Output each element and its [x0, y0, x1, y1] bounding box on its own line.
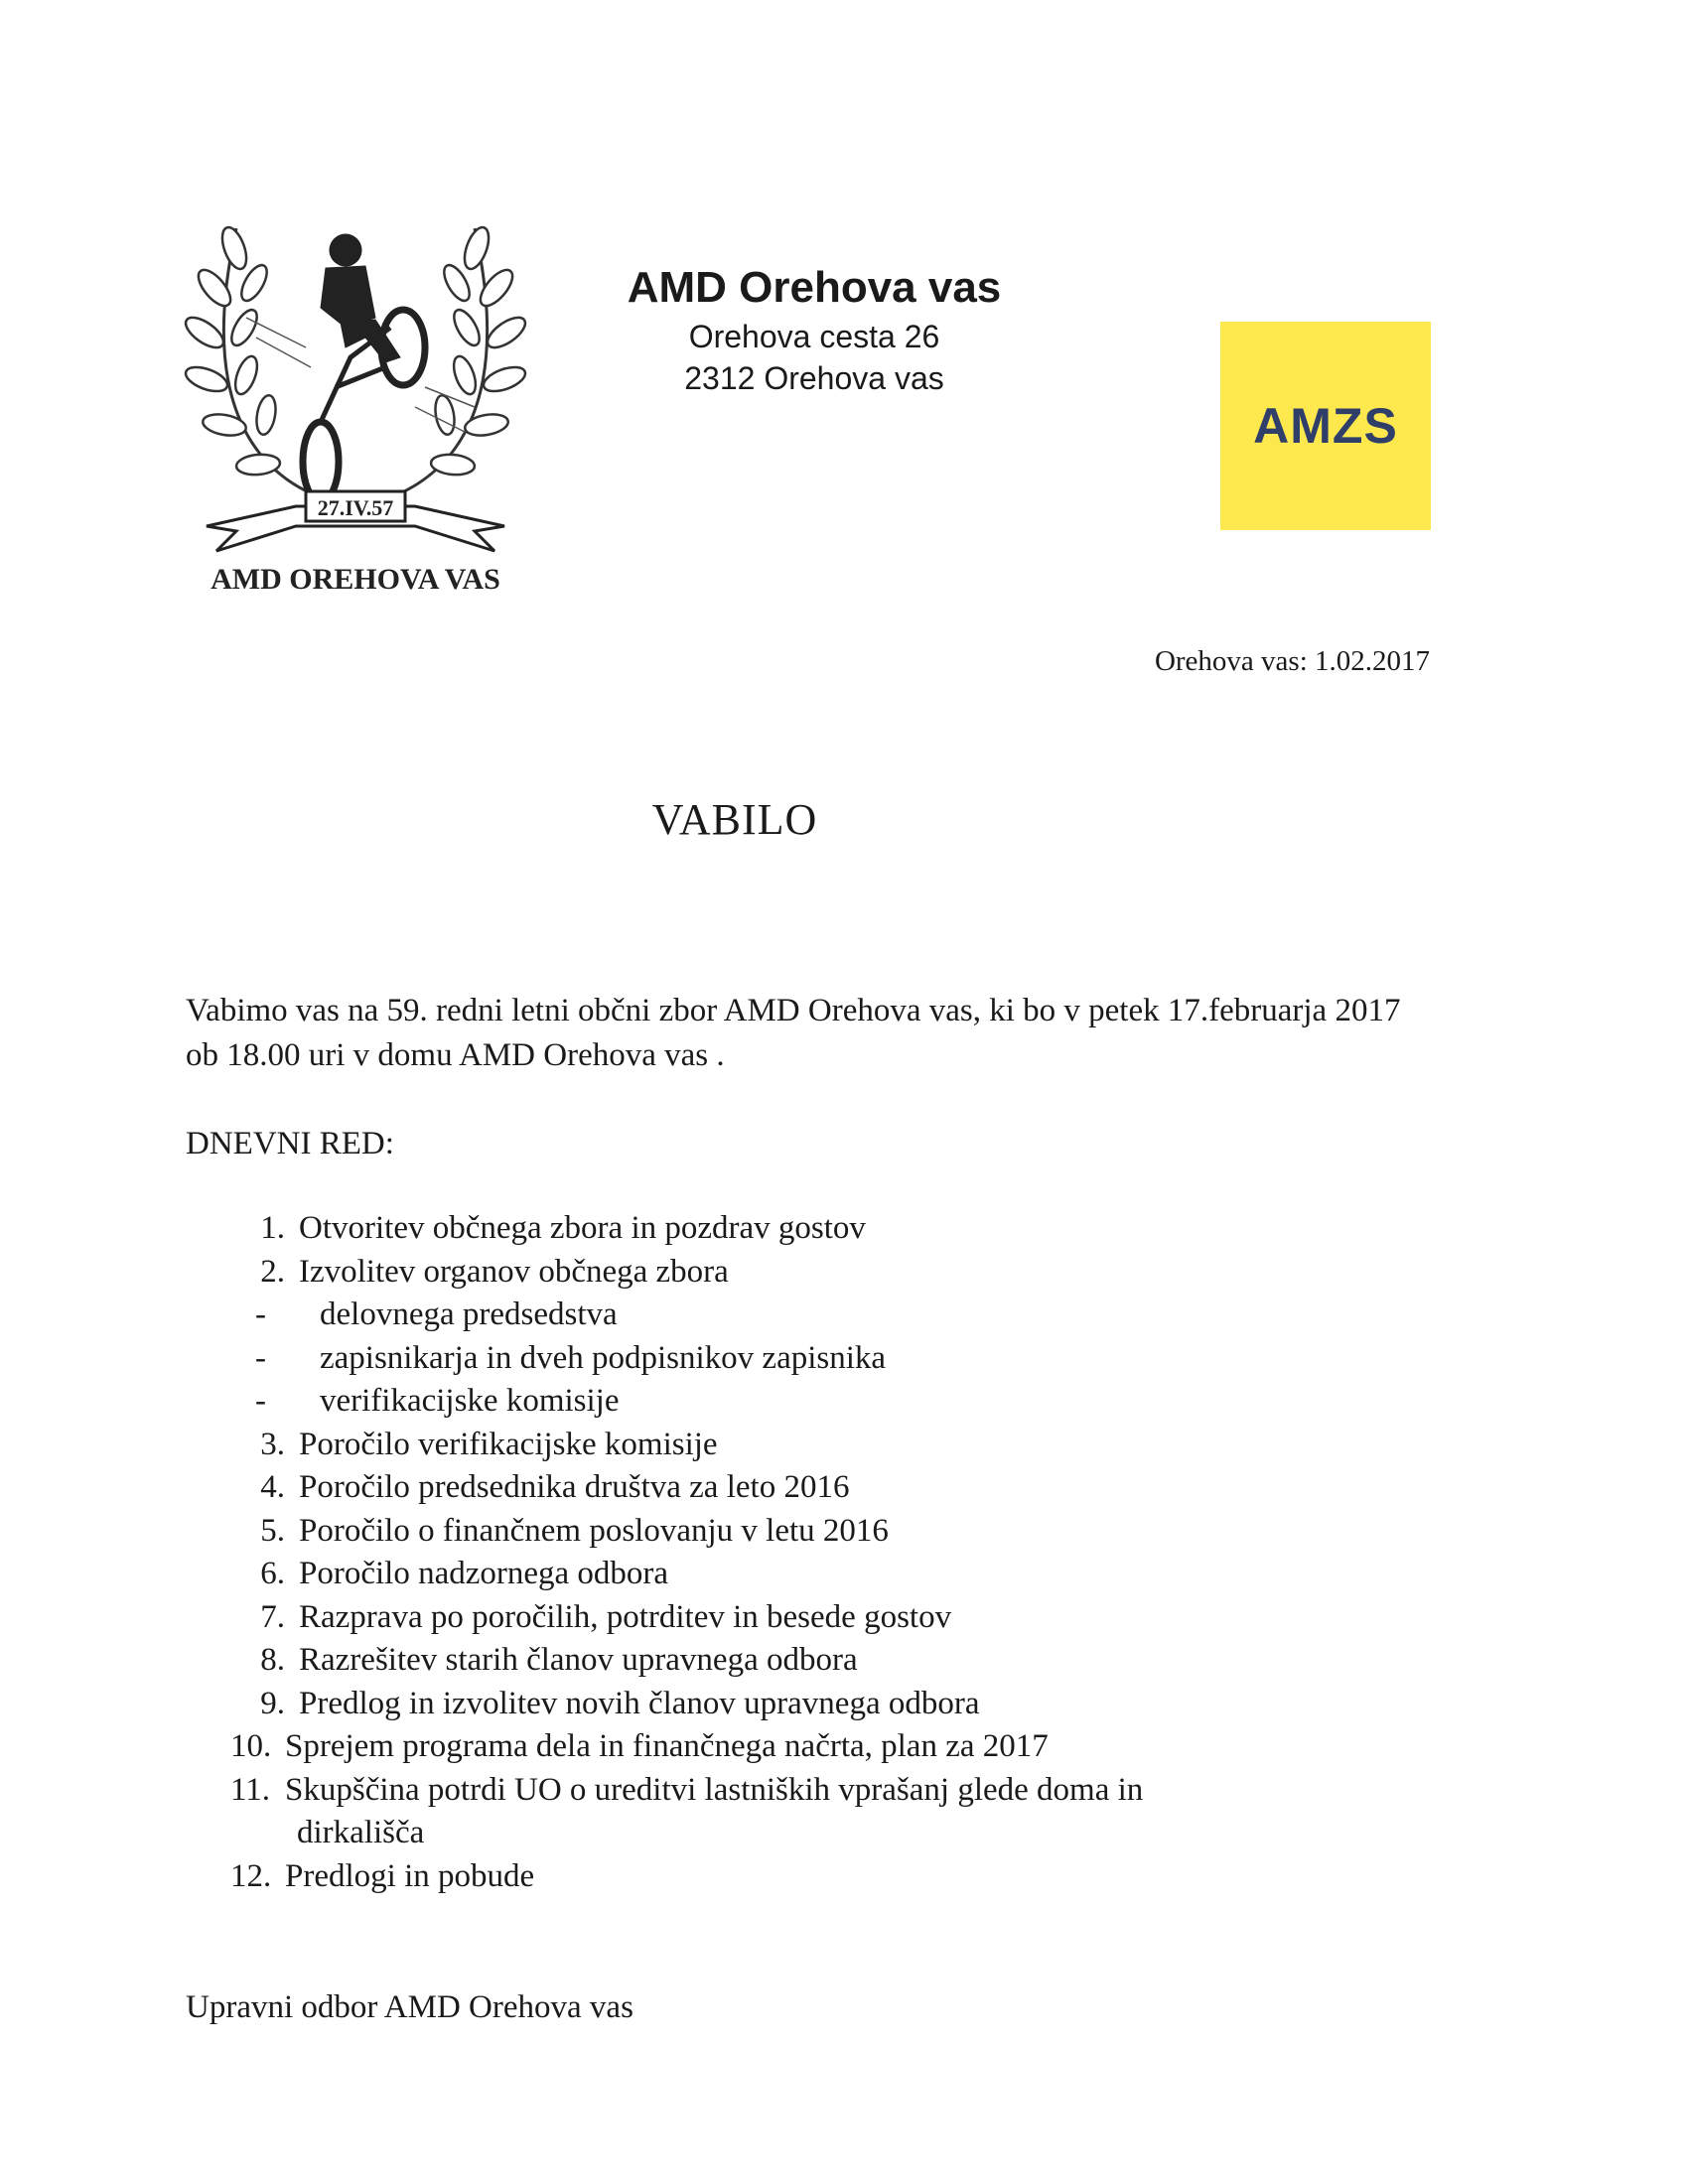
agenda-subitem-text: delovnega predsedstva: [320, 1297, 618, 1332]
document-title: VABILO: [651, 795, 818, 844]
club-logo: [177, 208, 534, 601]
agenda-item-text: Otvoritev občnega zbora in pozdrav gostov: [299, 1210, 866, 1246]
date-line: Orehova vas: 1.02.2017: [1154, 645, 1430, 677]
agenda-list: [230, 1207, 1422, 1898]
agenda-subitem-dash: -: [255, 1383, 266, 1419]
agenda-item: [230, 1639, 1422, 1683]
address-line-1: Orehova cesta 26: [688, 319, 940, 354]
agenda-subitem-dash: -: [255, 1339, 266, 1376]
logo-badge-date: 27.IV.57: [317, 495, 394, 520]
agenda-item: [230, 1683, 1422, 1726]
agenda-item: [230, 1596, 1422, 1640]
agenda-item: [230, 1424, 1422, 1467]
agenda-item-text: Izvolitev organov občnega zbora: [299, 1253, 729, 1290]
agenda-item-continuation: [230, 1812, 1422, 1855]
agenda-item-text: Predlog in izvolitev novih članov upravnega odbora: [299, 1685, 980, 1721]
agenda-item: [230, 1510, 1422, 1554]
agenda-item-text: Predlogi in pobude: [285, 1857, 535, 1894]
agenda-item-number: 11.: [230, 1771, 271, 1808]
motorcycle-wreath-emblem: [177, 208, 534, 601]
agenda-subitem: [230, 1380, 1422, 1424]
logo-caption: AMD OREHOVA VAS: [211, 563, 500, 596]
signature: Upravni odbor AMD Orehova vas: [186, 1989, 633, 2025]
agenda-item-number: 9.: [260, 1685, 285, 1721]
agenda-item-number: 6.: [260, 1556, 285, 1591]
agenda-item-text: Poročilo nadzornega odbora: [299, 1556, 669, 1591]
organization-header: [556, 260, 1072, 399]
agenda-subitem-text: verifikacijske komisije: [320, 1383, 620, 1419]
agenda-item: [230, 1207, 1422, 1251]
agenda-subitem: [230, 1337, 1422, 1381]
agenda-subitem-text: zapisnikarja in dveh podpisnikov zapisnika: [320, 1339, 887, 1376]
agenda-item-text: Razprava po poročilih, potrditev in besede gostov: [299, 1598, 952, 1635]
agenda-item: [230, 1725, 1422, 1769]
org-name: AMD Orehova vas: [627, 263, 1002, 312]
amzs-logo-text: AMZS: [1253, 398, 1398, 454]
agenda-item-number: 5.: [260, 1512, 285, 1549]
agenda-item-text: Razrešitev starih članov upravnega odbora: [299, 1642, 858, 1678]
address-line-2: 2312 Orehova vas: [684, 360, 944, 396]
agenda-item-text: Poročilo o finančnem poslovanju v letu 2016: [299, 1512, 889, 1549]
invitation-text: Vabimo vas na 59. redni letni občni zbor AMD Orehova vas, ki bo v petek 17.februarja 2017 ob 18.00 uri v domu AMD Orehova vas .: [186, 993, 1401, 1073]
agenda-item-text: dirkališča: [297, 1815, 425, 1850]
agenda-item: [230, 1553, 1422, 1596]
agenda-item: [230, 1251, 1422, 1295]
agenda-item-number: 12.: [230, 1857, 272, 1894]
agenda-item-number: 2.: [260, 1253, 285, 1290]
agenda-item-text: Poročilo verifikacijske komisije: [299, 1426, 718, 1462]
agenda-item-number: 7.: [260, 1598, 285, 1635]
agenda-heading: DNEVNI RED:: [186, 1126, 394, 1161]
agenda-item-number: 1.: [260, 1210, 285, 1246]
agenda-item: [230, 1466, 1422, 1510]
agenda-item: [230, 1855, 1422, 1899]
agenda-item-number: 10.: [230, 1728, 272, 1764]
agenda-subitem: [230, 1294, 1422, 1337]
agenda-item-text: Skupščina potrdi UO o ureditvi lastniških vprašanj glede doma in: [285, 1771, 1144, 1808]
amzs-logo: [1220, 322, 1431, 530]
agenda-item-number: 8.: [260, 1642, 285, 1678]
agenda-item-number: 3.: [260, 1426, 285, 1462]
agenda-item-text: Poročilo predsednika društva za leto 2016: [299, 1469, 850, 1505]
agenda-subitem-dash: -: [255, 1297, 266, 1332]
agenda-item-number: 4.: [260, 1469, 285, 1505]
agenda-item-text: Sprejem programa dela in finančnega načrta, plan za 2017: [285, 1728, 1049, 1764]
agenda-item: [230, 1769, 1422, 1813]
